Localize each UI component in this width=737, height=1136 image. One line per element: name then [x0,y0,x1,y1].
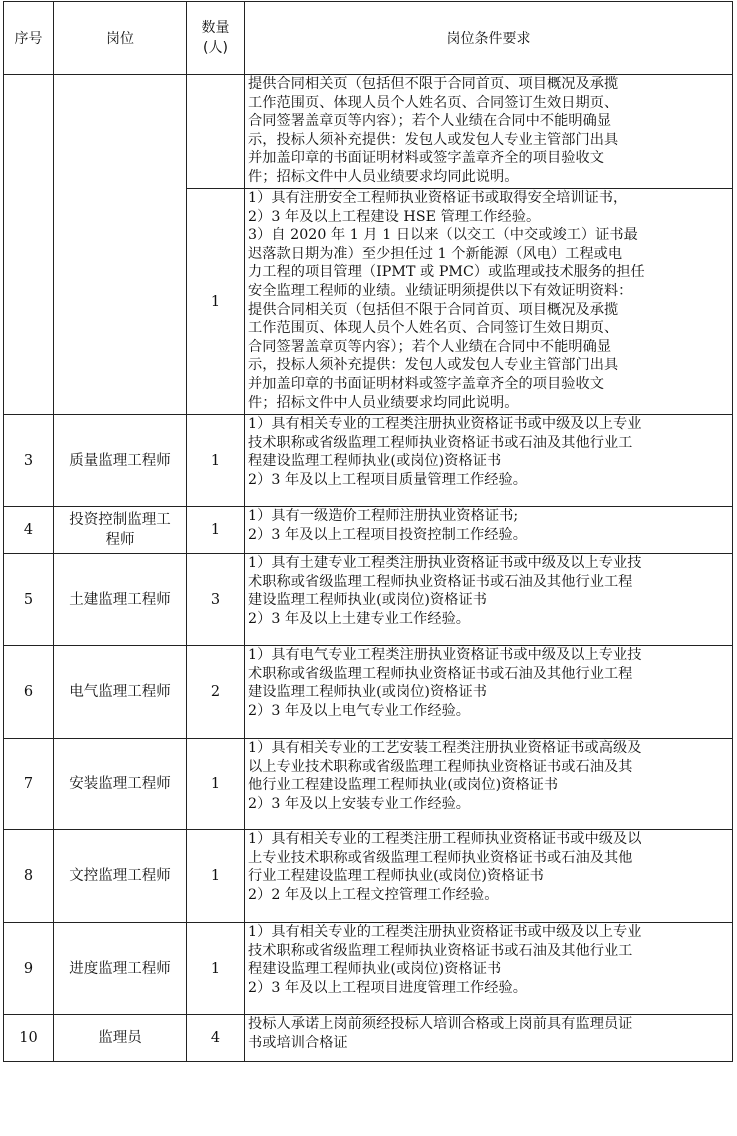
seq-cell: 8 [4,830,54,923]
position-cell [54,554,187,646]
seq-cell: 5 [4,554,54,646]
requirement-line: 书或培训合格证 [248,1034,348,1051]
position-cell [54,415,187,507]
requirement-line: 提供合同相关页（包括但不限于合同首页、项目概况及承揽 [248,301,619,318]
count-cell: 1 [187,739,245,830]
position-name: 程师 [105,532,135,548]
position-cell [54,646,187,739]
requirements-cell [245,554,733,646]
requirement-line: 1）具有土建专业工程类注册执业资格证书或中级及以上专业技 [248,555,642,571]
header-count-line1: 数量 [201,20,230,36]
position-name: 投资控制监理工 [69,512,171,528]
requirement-line: 3）自 2020 年 1 月 1 日以来（以交工（中交或竣工）证书最 [248,227,638,244]
requirements-cell [245,739,733,830]
table-header-row [4,2,733,75]
position-name: 电气监理工程师 [69,684,171,700]
requirement-line: 示，投标人须补充提供：发包人或发包人专业主管部门出具 [248,131,619,148]
requirement-line: 1）具有相关专业的工艺安装工程类注册执业资格证书或高级及 [248,740,642,756]
requirement-line: 1）具有一级造价工程师注册执业资格证书; [248,508,519,524]
position-requirements-table [3,1,733,1062]
seq-cell: 7 [4,739,54,830]
requirement-line: 建设监理工程师执业(或岗位)资格证书 [248,592,487,609]
requirements-cell [245,189,733,415]
header-count [187,2,245,75]
requirement-line: 迟落款日期为准）至少担任过 1 个新能源（风电）工程或电 [248,245,623,262]
requirement-line: 术职称或省级监理工程师执业资格证书或石油及其他行业工程 [248,665,633,682]
position-name: 进度监理工程师 [69,960,171,977]
table-row [4,739,733,830]
seq-cell: 9 [4,923,54,1015]
header-position: 岗位 [54,2,187,75]
requirement-line: 行业工程建设监理工程师执业(或岗位)资格证书 [248,868,544,885]
requirement-line: 力工程的项目管理（IPMT 或 PMC）或监理或技术服务的担任 [248,264,645,281]
requirement-line: 1）具有相关专业的工程类注册执业资格证书或中级及以上专业 [248,416,642,432]
requirement-line: 2）3 年及以上工程项目质量管理工作经验。 [248,471,527,488]
header-count-line2: (人) [203,40,228,56]
requirement-line: 工作范围页、体现人员个人姓名页、合同签订生效日期页、 [248,94,619,111]
count-cell: 1 [187,415,245,507]
requirement-line: 并加盖印章的书面证明材料或签字盖章齐全的项目验收文 [248,375,604,392]
table-row [4,415,733,507]
position-name: 安装监理工程师 [69,776,171,792]
table-row [4,923,733,1015]
requirement-line: 以上专业技术职称或省级监理工程师执业资格证书或石油及其 [248,758,633,775]
position-name: 文控监理工程师 [69,868,171,884]
header-seq: 序号 [4,2,54,75]
count-cell: 2 [187,646,245,739]
seq-cell: 6 [4,646,54,739]
count-cell: 1 [187,830,245,923]
requirement-line: 2）3 年及以上电气专业工作经验。 [248,702,471,719]
position-cell [54,923,187,1015]
position-cell [54,739,187,830]
requirement-line: 安全监理工程师的业绩。业绩证明须提供以下有效证明资料： [248,282,633,299]
position-cell [54,507,187,554]
requirement-line: 术职称或省级监理工程师执业资格证书或石油及其他行业工程 [248,573,633,590]
requirement-line: 合同签署盖章页等内容）；若个人业绩在合同中不能明确显 [248,338,612,355]
requirement-line: 上专业技术职称或省级监理工程师执业资格证书或石油及其他 [248,849,633,866]
header-requirements: 岗位条件要求 [245,2,733,75]
requirements-cell [245,923,733,1015]
requirement-line: 1）具有相关专业的工程类注册工程师执业资格证书或中级及以 [248,831,642,847]
requirement-line: 2）3 年及以上安装专业工作经验。 [248,795,471,812]
count-cell: 1 [187,923,245,1015]
requirement-line: 1）具有相关专业的工程类注册执业资格证书或中级及以上专业 [248,924,642,940]
requirement-line: 程建设监理工程师执业(或岗位)资格证书 [248,453,502,470]
requirements-cell [245,507,733,554]
requirement-line: 投标人承诺上岗前须经投标人培训合格或上岗前具有监理员证 [248,1016,633,1032]
table-row [4,75,733,189]
requirement-line: 件；招标文件中人员业绩要求均同此说明。 [248,168,519,185]
requirement-line: 提供合同相关页（包括但不限于合同首页、项目概况及承揽 [248,76,619,92]
table-row [4,830,733,923]
requirements-cell [245,646,733,739]
requirements-cell [245,1015,733,1062]
count-cell: 3 [187,554,245,646]
requirement-line: 1）具有注册安全工程师执业资格证书或取得安全培训证书， [248,190,628,206]
requirement-line: 2）3 年及以上工程项目投资控制工作经验。 [248,526,527,543]
position-name: 土建监理工程师 [69,591,171,608]
count-cell [187,75,245,189]
requirement-line: 1）具有电气专业工程类注册执业资格证书或中级及以上专业技 [248,647,642,663]
table-row [4,507,733,554]
table-row [4,1015,733,1062]
requirement-line: 示，投标人须补充提供：发包人或发包人专业主管部门出具 [248,357,619,374]
requirement-line: 程建设监理工程师执业(或岗位)资格证书 [248,961,502,978]
seq-cell: 4 [4,507,54,554]
seq-cell: 10 [4,1015,54,1062]
position-cell [54,830,187,923]
count-cell: 1 [187,507,245,554]
seq-cell [4,75,54,415]
requirement-line: 技术职称或省级监理工程师执业资格证书或石油及其他行业工 [248,434,633,451]
position-name: 质量监理工程师 [69,452,171,469]
table-row [4,646,733,739]
requirements-cell [245,830,733,923]
requirement-line: 工作范围页、体现人员个人姓名页、合同签订生效日期页、 [248,320,619,337]
requirement-line: 建设监理工程师执业(或岗位)资格证书 [248,684,487,701]
requirement-line: 2）3 年及以上工程建设 HSE 管理工作经验。 [248,208,541,225]
requirement-line: 技术职称或省级监理工程师执业资格证书或石油及其他行业工 [248,942,633,959]
requirements-cell [245,75,733,189]
requirements-cell [245,415,733,507]
position-cell [54,1015,187,1062]
position-cell [54,75,187,415]
seq-cell: 3 [4,415,54,507]
requirement-line: 他行业工程建设监理工程师执业(或岗位)资格证书 [248,777,559,794]
count-cell: 4 [187,1015,245,1062]
requirement-line: 并加盖印章的书面证明材料或签字盖章齐全的项目验收文 [248,150,604,167]
requirement-line: 2）2 年及以上工程文控管理工作经验。 [248,886,499,903]
position-name: 监理员 [98,1030,142,1046]
requirement-line: 2）3 年及以上土建专业工作经验。 [248,610,471,627]
table-row [4,554,733,646]
requirement-line: 件；招标文件中人员业绩要求均同此说明。 [248,394,519,411]
count-cell: 1 [187,189,245,415]
requirement-line: 2）3 年及以上工程项目进度管理工作经验。 [248,979,527,996]
requirement-line: 合同签署盖章页等内容）；若个人业绩在合同中不能明确显 [248,113,612,130]
